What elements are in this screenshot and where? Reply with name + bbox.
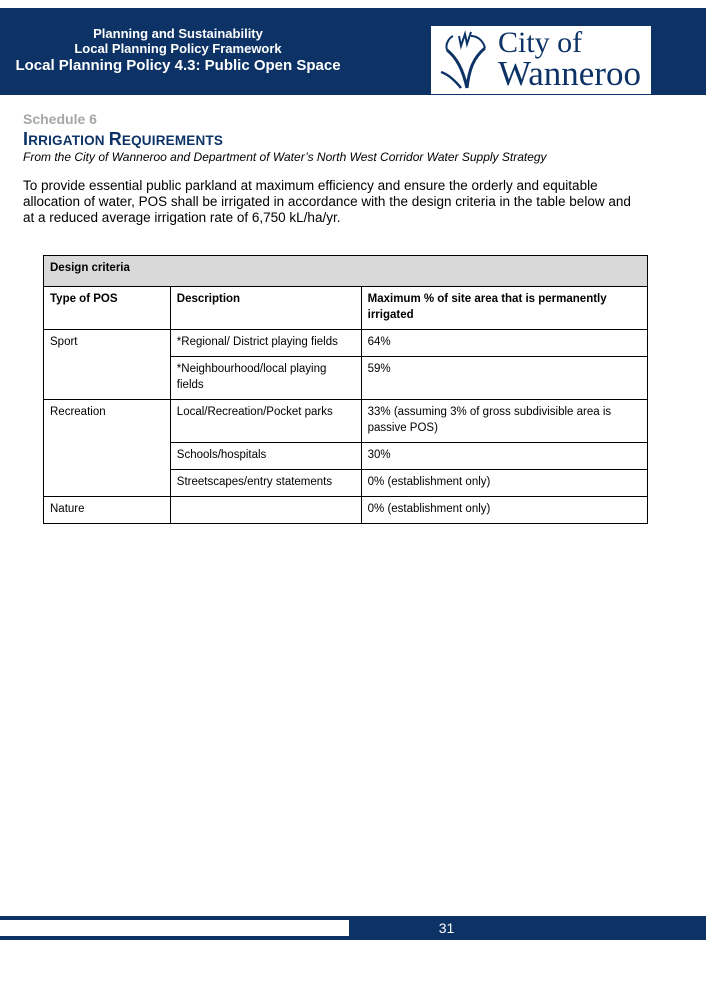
header-text (0, 26, 356, 76)
table-header-row (44, 287, 648, 330)
title-rest-1: RRIGATION (28, 133, 109, 148)
cell-percent: 33% (assuming 3% of gross subdivisible area is passive POS) (361, 400, 647, 443)
intro-paragraph: To provide essential public parkland at maximum efficiency and ensure the orderly and equitable allocation of water, POS shall be irrigated in accordance with the design criteria in the table below and at a reduced average irrigation rate of 6,750 kL/ha/yr. (23, 178, 631, 225)
subtitle: From the City of Wanneroo and Department of Water’s North West Corridor Water Supply Strategy (23, 150, 547, 164)
table-caption-row (44, 256, 648, 287)
cell-description: Local/Recreation/Pocket parks (170, 400, 361, 443)
cell-description (170, 497, 361, 524)
header-type: Type of POS (44, 287, 171, 330)
section-title (23, 129, 223, 150)
design-criteria-table (43, 255, 648, 524)
cell-percent: 0% (establishment only) (361, 497, 647, 524)
page-header (0, 8, 706, 95)
city-logo (431, 26, 651, 94)
header-line-2: Local Planning Policy Framework (74, 41, 282, 56)
table-row (44, 497, 648, 524)
title-cap-2: R (108, 129, 122, 149)
cell-type (44, 357, 171, 400)
header-description: Description (170, 287, 361, 330)
table-row (44, 443, 648, 470)
cell-description: *Neighbourhood/local playing fields (170, 357, 361, 400)
cell-percent: 0% (establishment only) (361, 470, 647, 497)
table-row (44, 330, 648, 357)
cell-description: *Regional/ District playing fields (170, 330, 361, 357)
kangaroo-paw-icon (439, 30, 495, 90)
header-line-3: Local Planning Policy 4.3: Public Open Space (15, 57, 341, 74)
cell-percent: 59% (361, 357, 647, 400)
cell-percent: 30% (361, 443, 647, 470)
cell-type: Recreation (44, 400, 171, 443)
table-caption: Design criteria (44, 256, 648, 287)
table-row (44, 357, 648, 400)
header-line-1: Planning and Sustainability (93, 26, 263, 41)
table-row (44, 400, 648, 443)
cell-type: Nature (44, 497, 171, 524)
page-number: 31 (438, 920, 455, 936)
logo-wanneroo-text: Wanneroo (498, 54, 641, 93)
cell-percent: 64% (361, 330, 647, 357)
schedule-label: Schedule 6 (23, 111, 97, 127)
logo-city-text: City of (498, 26, 583, 59)
cell-description: Schools/hospitals (170, 443, 361, 470)
cell-description: Streetscapes/entry statements (170, 470, 361, 497)
title-rest-2: EQUIREMENTS (121, 133, 224, 148)
header-max-percent: Maximum % of site area that is permanently irrigated (361, 287, 647, 330)
cell-type (44, 470, 171, 497)
table-row (44, 470, 648, 497)
cell-type: Sport (44, 330, 171, 357)
title-cap-1: I (23, 129, 29, 149)
footer-white-strip (0, 920, 349, 936)
cell-type (44, 443, 171, 470)
